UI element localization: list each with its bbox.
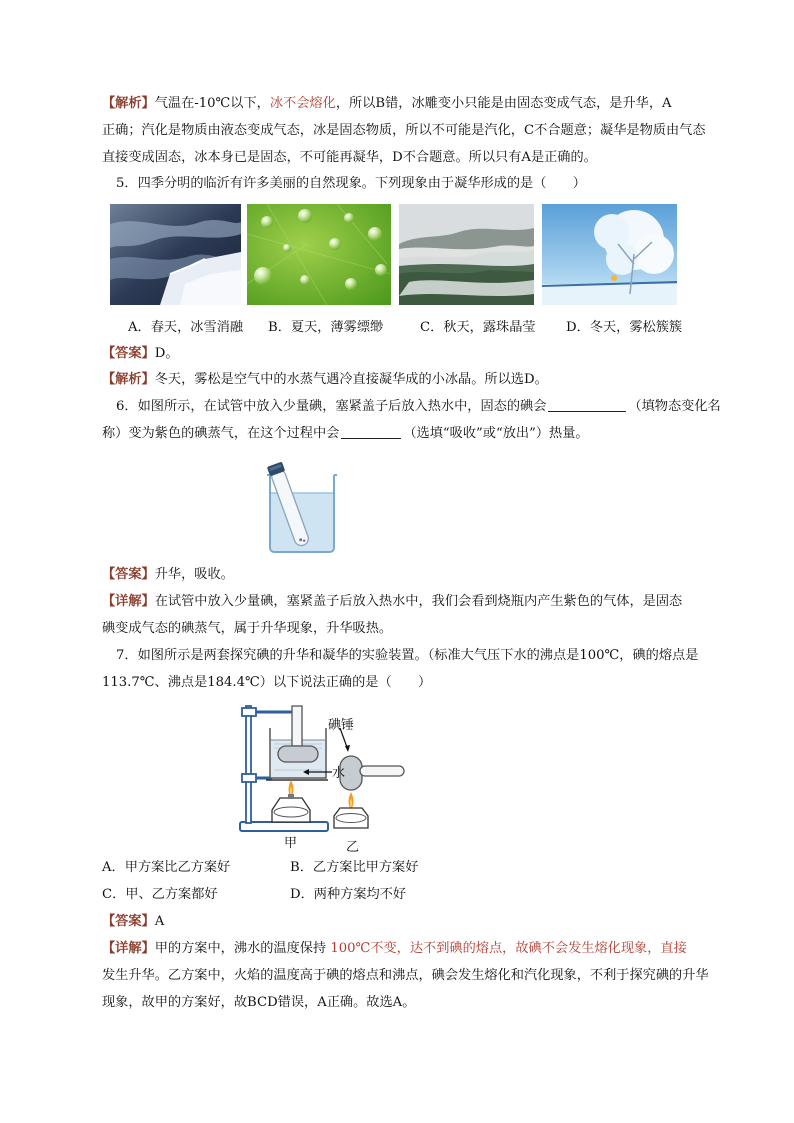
detail-tag: 【详解】 xyxy=(102,594,155,609)
q4-analysis-line-1: 【解析】气温在-10℃以下，冰不会熔化，所以B错，冰雕变小只能是由固态变成气态，是升华，A xyxy=(102,96,672,111)
answer-blank-1[interactable] xyxy=(548,398,626,412)
q7-option-b: B．乙方案比甲方案好 xyxy=(290,860,419,875)
label-iodine-hammer: 碘锤 xyxy=(328,718,355,733)
analysis-tag: 【解析】 xyxy=(102,96,155,111)
label-yi: 乙 xyxy=(346,840,360,855)
q6-detail-line-1: 【详解】在试管中放入少量碘，塞紧盖子后放入热水中，我们会看到烧瓶内产生紫色的气体，是固态 xyxy=(102,594,683,609)
analysis-tag: 【解析】 xyxy=(102,372,155,387)
label-water: 水 xyxy=(332,766,346,781)
answer-tag: 【答案】 xyxy=(102,567,155,582)
photo-ice-melting xyxy=(110,204,241,305)
answer-tag: 【答案】 xyxy=(102,914,155,929)
q6-question-line-2: 称）变为紫色的碘蒸气，在这个过程中会 （选填“吸收”或“放出”）热量。 xyxy=(102,426,589,441)
q6-detail-line-2: 碘变成气态的碘蒸气，属于升华现象，升华吸热。 xyxy=(102,621,393,636)
label-jia: 甲 xyxy=(284,836,298,851)
q6-question-line-1: 6．如图所示，在试管中放入少量碘，塞紧盖子后放入热水中，固态的碘会 （填物态变化名 xyxy=(116,399,721,414)
q7-detail-line-1: 【详解】甲的方案中，沸水的温度保持 100℃不变，达不到碘的熔点，故碘不会发生熔化现象，直接 xyxy=(102,941,687,956)
q7-option-c: C．甲、乙方案都好 xyxy=(102,887,218,902)
detail-tag: 【详解】 xyxy=(102,941,155,956)
iodine-apparatus-figure xyxy=(236,698,416,854)
photo-misty-mountains xyxy=(399,204,534,305)
option-d: D．冬天，雾松簇簇 xyxy=(566,320,683,335)
beaker-test-tube-figure xyxy=(262,455,342,555)
q7-question-line-2: 113.7℃、沸点是184.4℃）以下说法正确的是（ ） xyxy=(102,675,432,690)
highlight-text: 冰不会熔化 xyxy=(269,96,336,111)
highlight-text: 100℃不变，达不到碘的熔点，故碘不会发生熔化现象，直接 xyxy=(326,941,687,956)
q5-question: 5．四季分明的临沂有许多美丽的自然现象。下列现象由于凝华形成的是（ ） xyxy=(116,176,586,191)
option-c: C．秋天，露珠晶莹 xyxy=(420,320,536,335)
q7-answer: 【答案】A xyxy=(102,914,165,929)
option-b: B．夏天，薄雾缥缈 xyxy=(268,320,384,335)
photo-rime-tree xyxy=(542,204,677,305)
option-a: A．春天，冰雪消融 xyxy=(128,320,244,335)
q5-answer: 【答案】D。 xyxy=(102,346,179,361)
q7-question-line-1: 7．如图所示是两套探究碘的升华和凝华的实验装置。（标准大气压下水的沸点是100℃，碘的熔点是 xyxy=(116,648,699,663)
q6-answer: 【答案】升华，吸收。 xyxy=(102,567,234,582)
q5-analysis: 【解析】冬天，雾松是空气中的水蒸气遇冷直接凝华成的小冰晶。所以选D。 xyxy=(102,372,548,387)
q4-analysis-line-2: 正确；汽化是物质由液态变成气态，冰是固态物质，所以不可能是汽化，C不合题意；凝华是物质由气态 xyxy=(102,123,706,138)
q7-option-a: A．甲方案比乙方案好 xyxy=(102,860,231,875)
q7-detail-line-2: 发生升华。乙方案中，火焰的温度高于碘的熔点和沸点，碘会发生熔化和汽化现象，不利于探究碘的升华 xyxy=(102,968,709,983)
photo-leaf-droplets xyxy=(247,204,391,305)
answer-blank-2[interactable] xyxy=(341,425,401,439)
q7-option-d: D．两种方案均不好 xyxy=(290,887,407,902)
answer-tag: 【答案】 xyxy=(102,346,155,361)
q4-analysis-line-3: 直接变成固态，冰本身已是固态，不可能再凝华，D不合题意。所以只有A是正确的。 xyxy=(102,150,597,165)
q7-detail-line-3: 现象，故甲的方案好，故BCD错误，A正确。故选A。 xyxy=(102,995,416,1010)
